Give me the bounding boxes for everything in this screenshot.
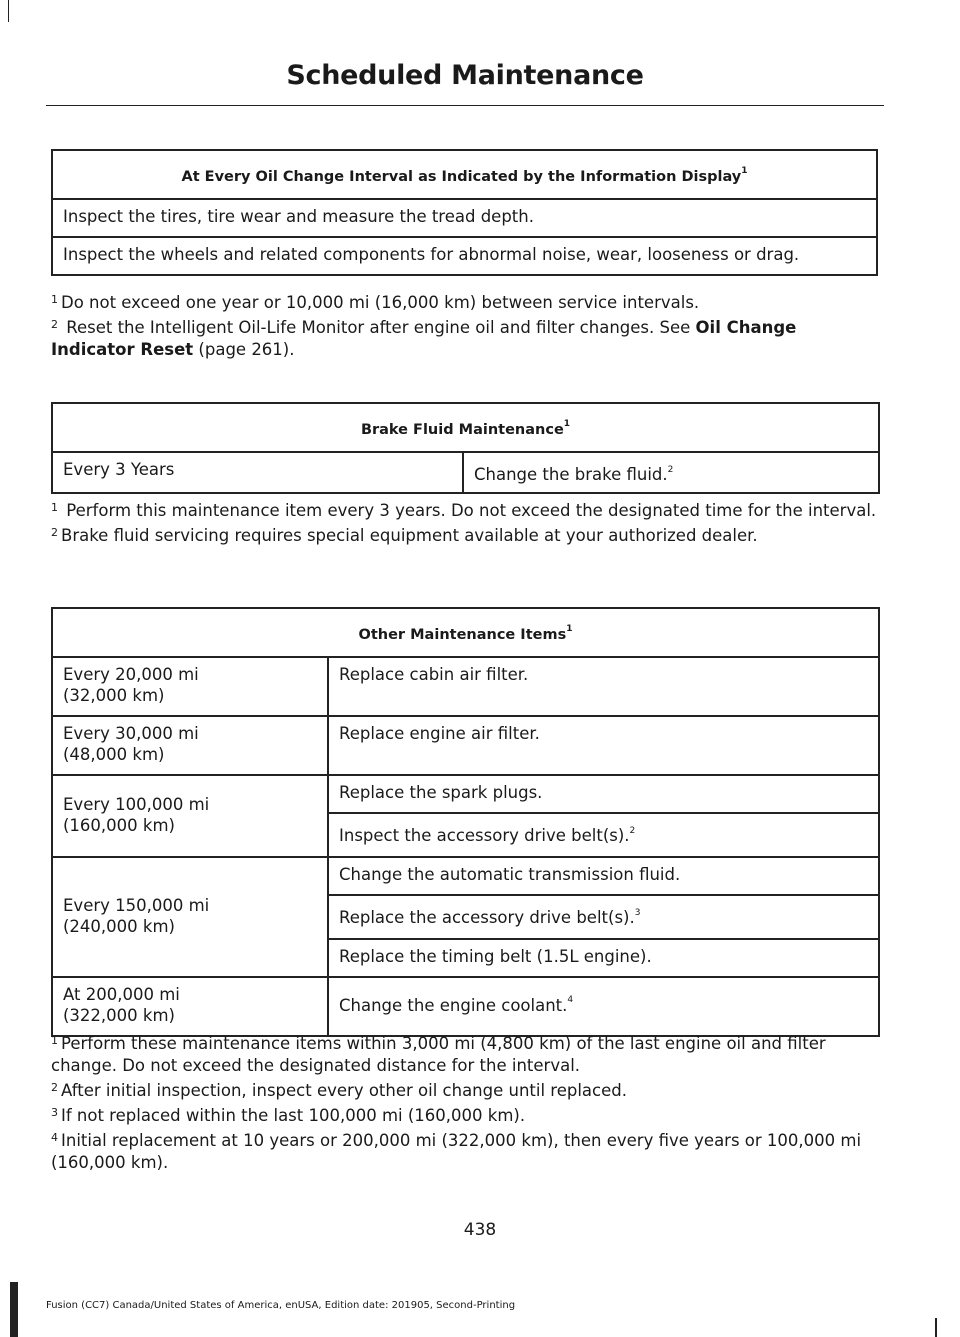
oil-change-indicator-reset-link[interactable]: Oil Change Indicator Reset [51,318,797,359]
maintenance-action: Replace cabin air filter. [328,657,879,716]
crop-mark-bottom-right [935,1318,937,1337]
footnote: $^4$ Initial replacement at 10 years or 200,000 mi (322,000 km), then every five years or 100,000 mi (160,000 km). [51,1131,862,1172]
maintenance-interval: Every 20,000 mi (32,000 km) [52,657,328,716]
oil-change-item: Inspect the tires, tire wear and measure the tread depth. [52,199,877,237]
brake-fluid-table-title: Brake Fluid Maintenance$^1$ [52,403,879,452]
footnote: $^1$ Do not exceed one year or 10,000 mi (16,000 km) between service intervals. [51,293,700,312]
table-row [52,452,879,493]
maintenance-action: Replace engine air filter. [328,716,879,775]
table-row [52,857,879,895]
table-row [52,237,877,275]
brake-fluid-table [51,402,880,494]
edition-footer: Fusion (CC7) Canada/United States of America, enUSA, Edition date: 201905, Second-Printing [46,1300,516,1311]
footnote: $^1$ Perform these maintenance items within 3,000 mi (4,800 km) of the last engine oil and filter change. Do not exceed the designated distance for the interval. [51,1034,826,1075]
table-row [52,199,877,237]
maintenance-action: Replace the spark plugs. [328,775,879,813]
table-row [52,716,879,775]
maintenance-action: Inspect the accessory drive belt(s).$^2$ [328,813,879,857]
footnote: $^2$ Reset the Intelligent Oil-Life Monitor after engine oil and filter changes. See Oil Change Indicator Reset (page 261). [51,318,797,359]
footnote: $^2$ After initial inspection, inspect every other oil change until replaced. [51,1081,627,1100]
maintenance-action: Change the engine coolant.$^4$ [328,977,879,1036]
brake-fluid-interval: Every 3 Years [52,452,463,493]
maintenance-action: Replace the timing belt (1.5L engine). [328,939,879,977]
page-title: Scheduled Maintenance [286,60,644,91]
footnote: $^1$ Perform this maintenance item every 3 years. Do not exceed the designated time for the interval. [51,501,877,520]
oil-change-table [51,149,878,276]
other-maintenance-table-title: Other Maintenance Items$^1$ [52,608,879,657]
maintenance-action: Replace the accessory drive belt(s).$^3$ [328,895,879,939]
crop-mark-bottom-left [10,1282,18,1337]
brake-fluid-footnotes [51,500,881,550]
oil-change-table-title: At Every Oil Change Interval as Indicated by the Information Display$^1$ [52,150,877,199]
maintenance-interval: Every 30,000 mi (48,000 km) [52,716,328,775]
brake-fluid-action: Change the brake fluid.$^2$ [463,452,879,493]
table-row [52,657,879,716]
other-maintenance-table [51,607,880,1037]
maintenance-interval: Every 100,000 mi (160,000 km) [52,775,328,857]
oil-change-footnotes [51,292,881,364]
other-maintenance-footnotes [51,1033,881,1177]
title-divider [46,105,884,106]
page-number: 438 [463,1220,497,1240]
footnote: $^2$ Brake fluid servicing requires special equipment available at your authorized dealer. [51,526,758,545]
footnote: $^3$ If not replaced within the last 100,000 mi (160,000 km). [51,1106,526,1125]
maintenance-action: Change the automatic transmission fluid. [328,857,879,895]
table-row [52,977,879,1036]
oil-change-item: Inspect the wheels and related components for abnormal noise, wear, looseness or drag. [52,237,877,275]
crop-mark-top-left [8,0,9,22]
table-row [52,775,879,813]
maintenance-interval: At 200,000 mi (322,000 km) [52,977,328,1036]
maintenance-interval: Every 150,000 mi (240,000 km) [52,857,328,977]
